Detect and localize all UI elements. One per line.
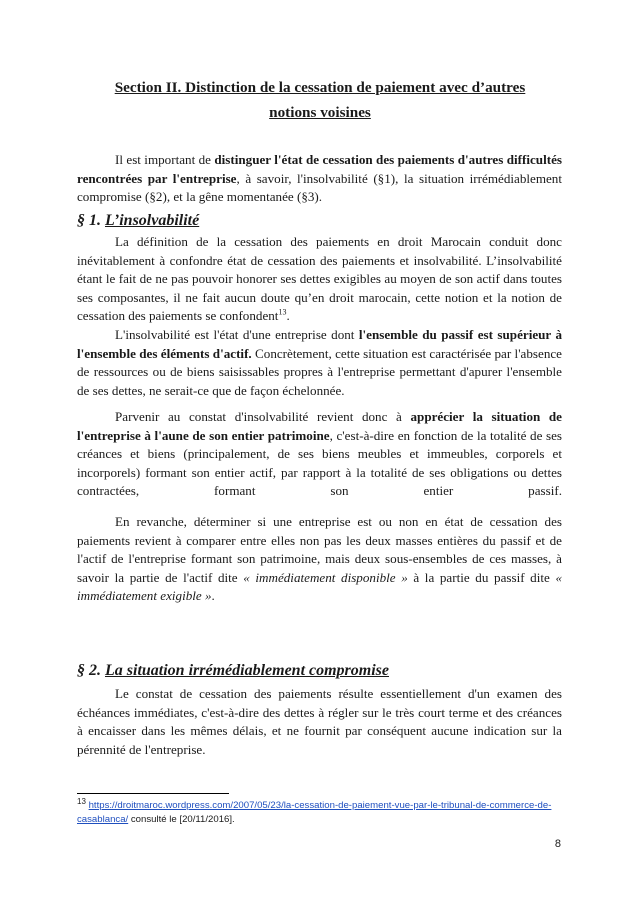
heading-insolvabilite xyxy=(77,212,199,230)
p4-text-end: . xyxy=(211,588,215,603)
p4-text: En revanche, déterminer si une entreprise est ou non en état de cessation des paiements revient à comparer entre elles non pas les deux masses entières du passif et de l'actif de l'entreprise formant son patrimoine, mais deux sous-ensembles de ces masses, à savoir la partie de l'actif dite xyxy=(77,514,562,585)
footnote-link[interactable]: https://droitmaroc.wordpress.com/2007/05/23/la-cessation-de-paiement-vue-par-le-tribunal-de-commerce-de-casablanca/ xyxy=(77,800,552,825)
footnote xyxy=(77,796,567,827)
footnote-number: 13 xyxy=(77,796,86,806)
heading-number: § 1. xyxy=(77,212,105,229)
page-number: 8 xyxy=(554,838,561,850)
paragraph-2 xyxy=(77,326,562,400)
p2-text-end: Concrètement, cette situation est caractérisée par l'absence de ressources ou de biens saisissables propres à l'entreprise permettant d'apurer l'ensemble de ses dettes, ne serait-ce que de façon échelonnée. xyxy=(77,345,562,398)
intro-text: Il est important de xyxy=(115,152,215,167)
p5-text: Le constat de cessation des paiements résulte essentiellement d'un examen des échéances immédiates, c'est-à-dire des dettes à régler sur le très court terme et des créances à encaisser dans les mêmes délais, et ne fournit par conséquent aucune indication sur la pérennité de l'entreprise. xyxy=(77,686,562,757)
paragraph-3 xyxy=(77,408,562,501)
section-title xyxy=(60,75,580,125)
footnote-reference[interactable]: 13 xyxy=(278,307,287,317)
intro-bold: distinguer l'état de cessation des paiements d'autres difficultés rencontrées par l'entreprise xyxy=(77,152,562,186)
p3-text-end: , c'est-à-dire en fonction de la totalité de ses créances et biens (principalement, de ses biens meubles et immeubles, corporels et incorporels) formant son entier actif, par rapport à la totalité de ses obligations ou dettes contractées, formant son entier passif. xyxy=(77,427,563,498)
paragraph-1 xyxy=(77,233,562,326)
p4-italic-1: « immédiatement disponible » xyxy=(243,569,408,585)
section-title-line-2: notions voisines xyxy=(269,104,371,121)
p3-text: Parvenir au constat d'insolvabilité revient donc à xyxy=(115,409,411,424)
section-title-line-1: Section II. Distinction de la cessation de paiement avec d’autres xyxy=(114,79,526,96)
p4-italic-2: « immédiatement exigible » xyxy=(77,569,562,603)
heading-title: L’insolvabilité xyxy=(105,212,200,229)
heading-title: La situation irrémédiablement compromise xyxy=(105,662,389,679)
heading-number: § 2. xyxy=(77,662,105,679)
paragraph-5 xyxy=(77,685,562,759)
p1-text-end: . xyxy=(286,308,290,323)
p2-bold: l'ensemble du passif est supérieur à l'ensemble des éléments d'actif. xyxy=(77,327,562,361)
p2-text: L'insolvabilité est l'état d'une entreprise dont xyxy=(115,327,359,342)
heading-situation-compromise xyxy=(77,662,389,680)
p4-text-mid: à la partie du passif dite xyxy=(407,569,556,585)
p3-bold: apprécier la situation de l'entreprise à l'aune de son entier patrimoine xyxy=(77,409,562,443)
footnote-suffix: consulté le [20/11/2016]. xyxy=(128,814,235,825)
intro-paragraph xyxy=(77,151,562,207)
paragraph-4 xyxy=(77,513,562,606)
p1-text: La définition de la cessation des paiements en droit Marocain conduit donc inévitablement à confondre état de cessation des paiements et insolvabilité. L’insolvabilité étant le fait de ne pas pouvoir honorer ses dettes exigibles au moyen de son actif dans toutes ses composantes, il ne fait aucun doute qu’en droit marocain, cette notion et la notion de cessation des paiements se confondent xyxy=(77,234,562,323)
intro-text-end: , à savoir, l'insolvabilité (§1), la situation irrémédiablement compromise (§2), et la gêne momentanée (§3). xyxy=(77,170,562,204)
footnote-divider xyxy=(77,793,229,794)
